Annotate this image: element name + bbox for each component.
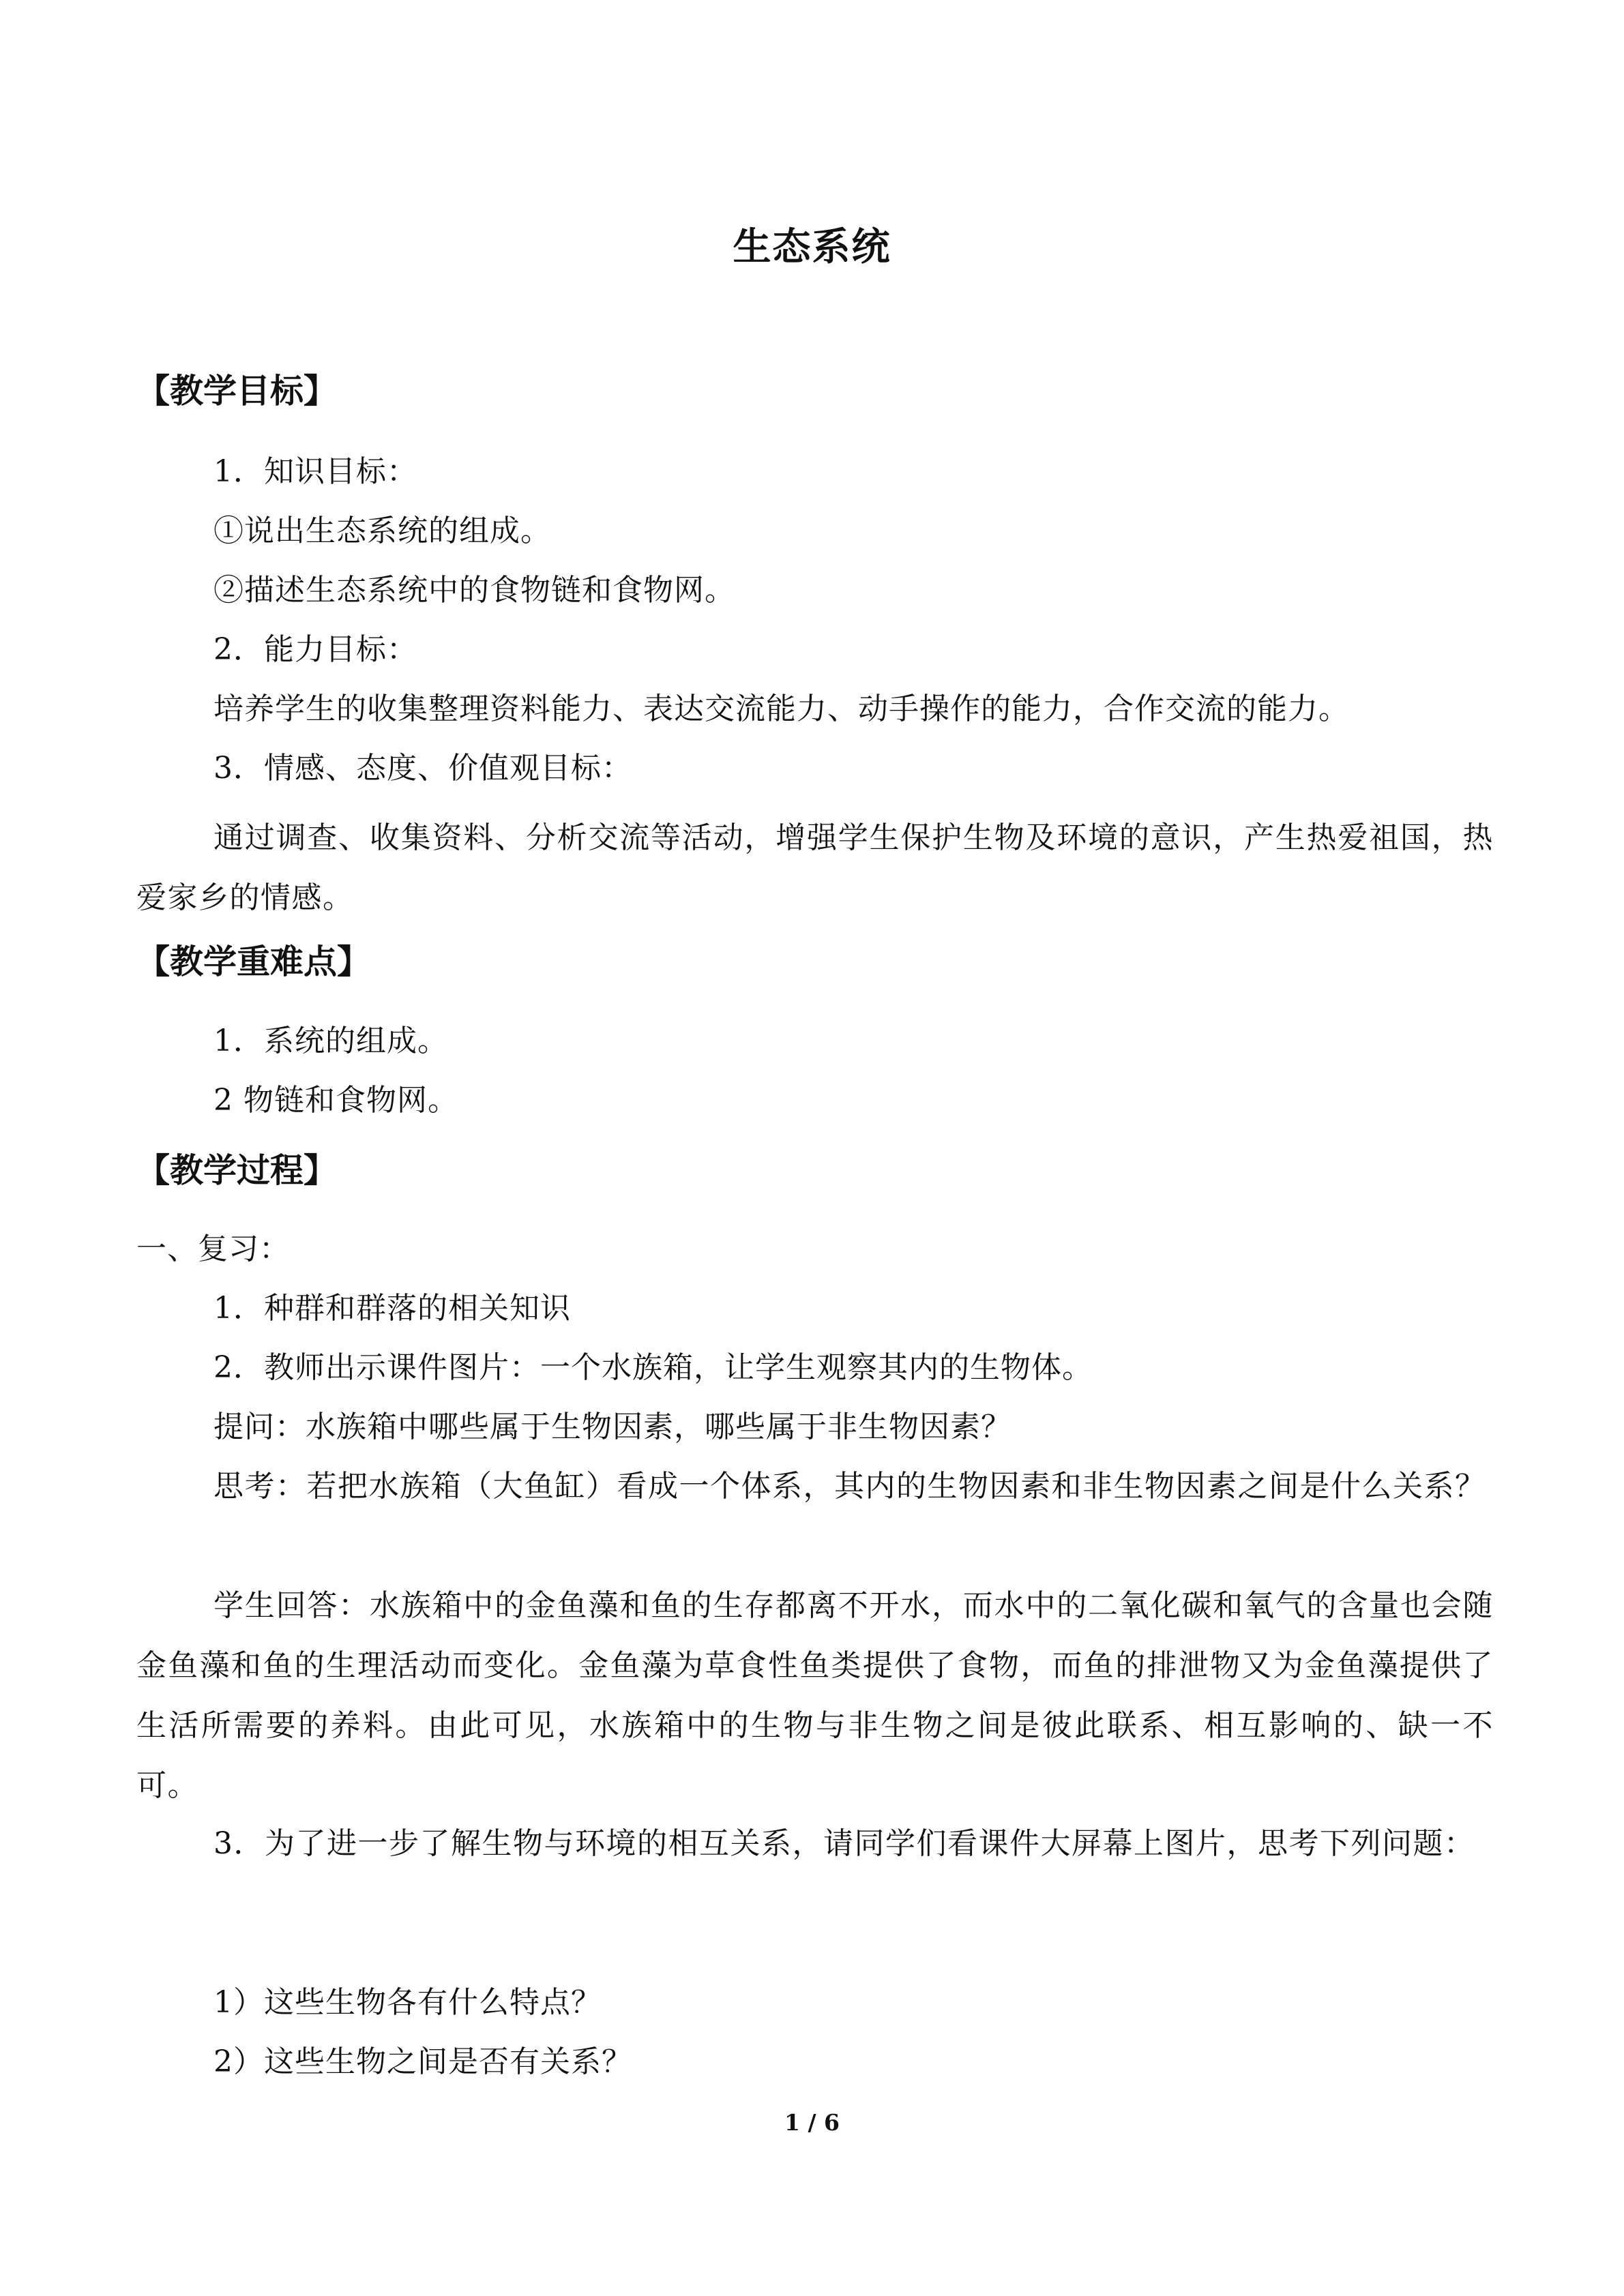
key-point-line: 2 物链和食物网。 [213, 1083, 458, 1118]
document-title: 生态系统 [733, 224, 891, 269]
process-line: 一、复习： [136, 1232, 290, 1266]
process-line: 2．教师出示课件图片：一个水族箱，让学生观察其内的生物体。 [213, 1350, 1093, 1385]
page-number: 1 / 6 [784, 2109, 840, 2136]
process-line: 2）这些生物之间是否有关系？ [213, 2044, 632, 2079]
objective-line: 培养学生的收集整理资料能力、表达交流能力、动手操作的能力，合作交流的能力。 [213, 691, 1349, 726]
section-heading-process: 【教学过程】 [136, 1150, 338, 1190]
process-paragraph: 学生回答：水族箱中的金鱼藻和鱼的生存都离不开水，而水中的二氧化碳和氧气的含量也会随金鱼藻和鱼的生理活动而变化。金鱼藻为草食性鱼类提供了食物，而鱼的排泄物又为金鱼藻提供了生活所需要的养料。由此可见，水族箱中的生物与非生物之间是彼此联系、相互影响的、缺一不可。 [136, 1588, 1494, 1803]
objective-line: ②描述生态系统中的食物链和食物网。 [213, 573, 735, 608]
objective-line: 3．情感、态度、价值观目标： [213, 751, 632, 786]
process-line: 1．种群和群落的相关知识 [213, 1291, 571, 1326]
objective-line: 1．知识目标： [213, 454, 417, 489]
process-line: 1）这些生物各有什么特点？ [213, 1985, 602, 2020]
key-point-line: 1．系统的组成。 [213, 1024, 448, 1058]
process-paragraph: 3．为了进一步了解生物与环境的相互关系，请同学们看课件大屏幕上图片，思考下列问题： [213, 1826, 1475, 1861]
objective-paragraph: 通过调查、收集资料、分析交流等活动，增强学生保护生物及环境的意识，产生热爱祖国，热爱家乡的情感。 [136, 820, 1494, 915]
objective-line: ①说出生态系统的组成。 [213, 513, 551, 548]
process-line: 提问：水族箱中哪些属于生物因素，哪些属于非生物因素？ [213, 1410, 1012, 1444]
section-heading-key-points: 【教学重难点】 [136, 942, 371, 981]
process-paragraph: 思考：若把水族箱（大鱼缸）看成一个体系，其内的生物因素和非生物因素之间是什么关系？ [213, 1469, 1486, 1504]
section-heading-objectives: 【教学目标】 [136, 371, 338, 411]
objective-line: 2．能力目标： [213, 632, 417, 667]
